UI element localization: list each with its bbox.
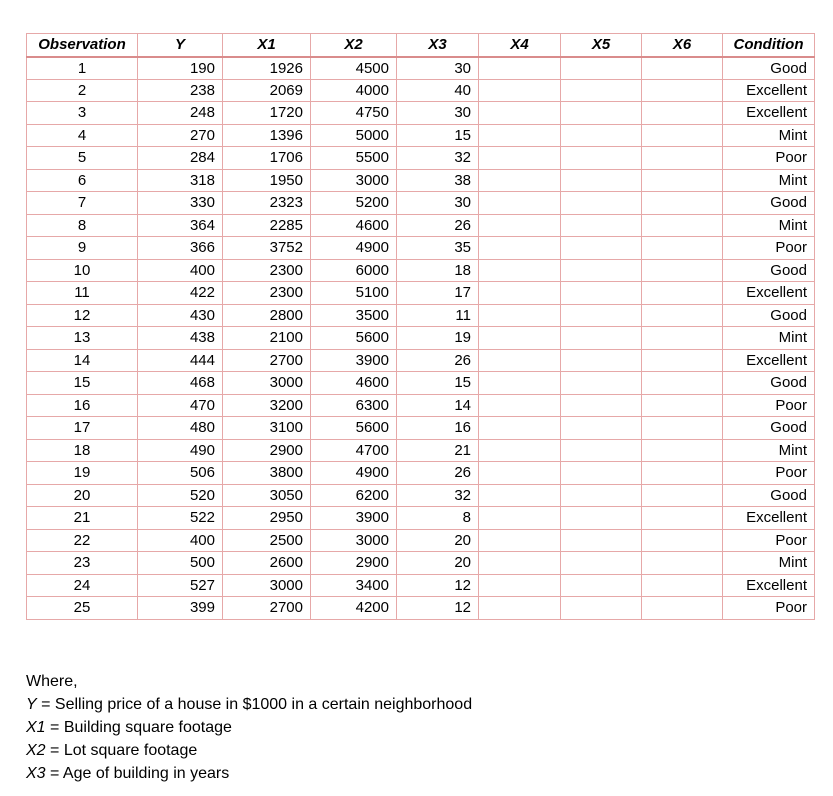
cell-observation: 15 [27,372,138,395]
cell-x1: 2100 [223,327,311,350]
cell-observation: 1 [27,57,138,80]
cell-x1: 3100 [223,417,311,440]
table-row [27,79,815,102]
cell-x5 [561,597,642,620]
cell-condition: Excellent [723,102,815,125]
cell-x1: 2500 [223,529,311,552]
cell-y: 366 [138,237,223,260]
cell-y: 490 [138,439,223,462]
cell-x4 [479,57,561,80]
table-row [27,394,815,417]
cell-x5 [561,57,642,80]
table-row [27,597,815,620]
cell-x5 [561,169,642,192]
cell-x5 [561,372,642,395]
cell-x6 [642,192,723,215]
cell-x5 [561,574,642,597]
cell-x1: 3752 [223,237,311,260]
cell-x2: 4500 [311,57,397,80]
definition-x3 [26,762,472,785]
cell-x3: 30 [397,102,479,125]
cell-x5 [561,462,642,485]
cell-y: 248 [138,102,223,125]
cell-x1: 1950 [223,169,311,192]
table-row [27,192,815,215]
cell-y: 522 [138,507,223,530]
definition-y [26,693,472,716]
table-row [27,237,815,260]
table-row [27,124,815,147]
cell-x1: 2285 [223,214,311,237]
variable-name: Y [26,696,37,713]
cell-x4 [479,484,561,507]
table-row [27,259,815,282]
cell-x4 [479,552,561,575]
cell-y: 520 [138,484,223,507]
cell-x3: 19 [397,327,479,350]
cell-x5 [561,439,642,462]
cell-x6 [642,304,723,327]
cell-x2: 4600 [311,214,397,237]
cell-y: 364 [138,214,223,237]
cell-x6 [642,237,723,260]
cell-x3: 15 [397,372,479,395]
cell-x3: 38 [397,169,479,192]
cell-x5 [561,282,642,305]
cell-y: 470 [138,394,223,417]
cell-x2: 6000 [311,259,397,282]
variable-definitions [26,670,472,785]
cell-x3: 8 [397,507,479,530]
cell-x3: 16 [397,417,479,440]
cell-x3: 26 [397,462,479,485]
cell-observation: 5 [27,147,138,170]
cell-x6 [642,529,723,552]
cell-x3: 32 [397,147,479,170]
cell-y: 400 [138,259,223,282]
cell-x5 [561,102,642,125]
cell-observation: 7 [27,192,138,215]
column-header-observation: Observation [27,34,138,57]
cell-x2: 4750 [311,102,397,125]
table-row [27,507,815,530]
cell-condition: Poor [723,597,815,620]
cell-x2: 5200 [311,192,397,215]
notes-intro: Where, [26,673,78,690]
table-body [27,57,815,620]
cell-observation: 25 [27,597,138,620]
cell-x5 [561,259,642,282]
table-row [27,439,815,462]
cell-x6 [642,169,723,192]
cell-x3: 21 [397,439,479,462]
cell-x3: 12 [397,574,479,597]
cell-x4 [479,124,561,147]
cell-condition: Excellent [723,282,815,305]
cell-observation: 6 [27,169,138,192]
cell-x2: 3000 [311,529,397,552]
cell-x3: 18 [397,259,479,282]
cell-x4 [479,394,561,417]
cell-condition: Good [723,372,815,395]
cell-y: 500 [138,552,223,575]
table-row [27,484,815,507]
cell-x2: 3000 [311,169,397,192]
cell-x6 [642,327,723,350]
cell-x1: 2700 [223,597,311,620]
cell-x4 [479,79,561,102]
cell-y: 399 [138,597,223,620]
column-header-y: Y [138,34,223,57]
cell-x6 [642,79,723,102]
cell-x4 [479,214,561,237]
cell-x5 [561,349,642,372]
cell-x6 [642,147,723,170]
column-header-x6: X6 [642,34,723,57]
table-row [27,349,815,372]
cell-observation: 24 [27,574,138,597]
cell-x2: 5600 [311,327,397,350]
cell-x4 [479,574,561,597]
cell-y: 400 [138,529,223,552]
cell-y: 480 [138,417,223,440]
cell-condition: Good [723,57,815,80]
cell-x6 [642,574,723,597]
cell-x4 [479,439,561,462]
definition-x1 [26,716,472,739]
cell-observation: 8 [27,214,138,237]
table-row [27,574,815,597]
cell-x1: 2323 [223,192,311,215]
cell-x3: 15 [397,124,479,147]
cell-x5 [561,484,642,507]
variable-name: X2 [26,742,46,759]
cell-x2: 3400 [311,574,397,597]
definition-text: = Age of building in years [45,765,230,782]
cell-x5 [561,507,642,530]
cell-x6 [642,372,723,395]
cell-x4 [479,192,561,215]
cell-x6 [642,124,723,147]
cell-x3: 30 [397,192,479,215]
cell-x4 [479,259,561,282]
cell-x5 [561,192,642,215]
column-header-x2: X2 [311,34,397,57]
cell-condition: Good [723,417,815,440]
cell-x1: 3000 [223,574,311,597]
cell-x3: 14 [397,394,479,417]
cell-x6 [642,57,723,80]
cell-y: 527 [138,574,223,597]
cell-observation: 20 [27,484,138,507]
cell-x3: 20 [397,529,479,552]
cell-condition: Excellent [723,507,815,530]
table-row [27,57,815,80]
table-row [27,417,815,440]
cell-y: 444 [138,349,223,372]
cell-x3: 32 [397,484,479,507]
cell-observation: 2 [27,79,138,102]
cell-x1: 2300 [223,282,311,305]
cell-observation: 4 [27,124,138,147]
cell-x1: 2300 [223,259,311,282]
cell-x2: 4700 [311,439,397,462]
cell-x3: 26 [397,349,479,372]
cell-x1: 1396 [223,124,311,147]
cell-x5 [561,417,642,440]
cell-observation: 12 [27,304,138,327]
cell-y: 318 [138,169,223,192]
cell-x4 [479,169,561,192]
cell-x1: 2950 [223,507,311,530]
cell-observation: 23 [27,552,138,575]
cell-x2: 4600 [311,372,397,395]
cell-x1: 2700 [223,349,311,372]
cell-x6 [642,552,723,575]
column-header-x5: X5 [561,34,642,57]
cell-x1: 1706 [223,147,311,170]
cell-x3: 26 [397,214,479,237]
table-row [27,102,815,125]
cell-x6 [642,214,723,237]
cell-x1: 3800 [223,462,311,485]
cell-x2: 3900 [311,507,397,530]
table-row [27,169,815,192]
cell-x2: 3900 [311,349,397,372]
cell-x5 [561,304,642,327]
cell-observation: 18 [27,439,138,462]
cell-x2: 6300 [311,394,397,417]
cell-y: 284 [138,147,223,170]
cell-y: 468 [138,372,223,395]
cell-x5 [561,529,642,552]
cell-x5 [561,79,642,102]
cell-x6 [642,259,723,282]
cell-x6 [642,597,723,620]
cell-condition: Mint [723,327,815,350]
table-row [27,529,815,552]
cell-condition: Mint [723,124,815,147]
cell-observation: 11 [27,282,138,305]
cell-x5 [561,394,642,417]
cell-condition: Mint [723,439,815,462]
cell-x4 [479,597,561,620]
cell-y: 330 [138,192,223,215]
cell-x4 [479,349,561,372]
cell-x3: 35 [397,237,479,260]
cell-x4 [479,462,561,485]
cell-condition: Mint [723,552,815,575]
cell-observation: 21 [27,507,138,530]
cell-x6 [642,484,723,507]
table-row [27,327,815,350]
cell-observation: 13 [27,327,138,350]
cell-x6 [642,394,723,417]
cell-condition: Good [723,259,815,282]
cell-x5 [561,552,642,575]
cell-x1: 3050 [223,484,311,507]
cell-condition: Poor [723,462,815,485]
variable-name: X3 [26,765,46,782]
cell-x6 [642,507,723,530]
cell-x1: 3000 [223,372,311,395]
cell-x4 [479,507,561,530]
cell-x1: 2069 [223,79,311,102]
cell-y: 238 [138,79,223,102]
cell-x5 [561,214,642,237]
cell-x2: 2900 [311,552,397,575]
cell-x6 [642,102,723,125]
cell-x2: 5500 [311,147,397,170]
cell-x6 [642,282,723,305]
cell-x3: 20 [397,552,479,575]
cell-condition: Poor [723,529,815,552]
cell-x4 [479,147,561,170]
cell-observation: 10 [27,259,138,282]
cell-x2: 6200 [311,484,397,507]
cell-x2: 5600 [311,417,397,440]
cell-x2: 5100 [311,282,397,305]
cell-condition: Good [723,484,815,507]
cell-x6 [642,417,723,440]
cell-x5 [561,327,642,350]
cell-y: 190 [138,57,223,80]
cell-x2: 5000 [311,124,397,147]
cell-x3: 17 [397,282,479,305]
cell-x2: 4200 [311,597,397,620]
cell-x1: 1720 [223,102,311,125]
cell-x3: 12 [397,597,479,620]
column-header-x4: X4 [479,34,561,57]
cell-x3: 11 [397,304,479,327]
cell-observation: 17 [27,417,138,440]
table-row [27,372,815,395]
cell-x1: 1926 [223,57,311,80]
cell-x6 [642,349,723,372]
cell-y: 506 [138,462,223,485]
table-row [27,214,815,237]
table-row [27,147,815,170]
cell-condition: Good [723,304,815,327]
cell-condition: Excellent [723,349,815,372]
cell-x4 [479,372,561,395]
cell-x2: 4900 [311,462,397,485]
cell-observation: 3 [27,102,138,125]
cell-x2: 4000 [311,79,397,102]
cell-x4 [479,417,561,440]
cell-x3: 40 [397,79,479,102]
table-row [27,282,815,305]
definition-text: = Selling price of a house in $1000 in a certain neighborhood [36,696,473,713]
cell-x1: 2900 [223,439,311,462]
cell-observation: 14 [27,349,138,372]
cell-observation: 9 [27,237,138,260]
table-row [27,552,815,575]
column-header-x3: X3 [397,34,479,57]
cell-x5 [561,147,642,170]
cell-condition: Mint [723,169,815,192]
cell-y: 430 [138,304,223,327]
cell-x4 [479,237,561,260]
column-header-x1: X1 [223,34,311,57]
cell-observation: 22 [27,529,138,552]
cell-x3: 30 [397,57,479,80]
cell-condition: Excellent [723,574,815,597]
table-row [27,462,815,485]
cell-y: 422 [138,282,223,305]
cell-condition: Good [723,192,815,215]
definition-text: = Building square footage [45,719,232,736]
header-row [27,34,815,57]
cell-x4 [479,282,561,305]
definition-text: = Lot square footage [45,742,198,759]
cell-x2: 3500 [311,304,397,327]
variable-name: X1 [26,719,46,736]
definition-x2 [26,739,472,762]
cell-x4 [479,102,561,125]
cell-x4 [479,529,561,552]
cell-observation: 19 [27,462,138,485]
cell-condition: Mint [723,214,815,237]
column-header-condition: Condition [723,34,815,57]
cell-x2: 4900 [311,237,397,260]
cell-condition: Poor [723,237,815,260]
data-table [26,33,815,620]
cell-y: 438 [138,327,223,350]
cell-condition: Poor [723,147,815,170]
cell-condition: Poor [723,394,815,417]
cell-condition: Excellent [723,79,815,102]
cell-observation: 16 [27,394,138,417]
cell-x4 [479,327,561,350]
cell-x5 [561,124,642,147]
cell-x1: 2800 [223,304,311,327]
cell-x1: 2600 [223,552,311,575]
cell-x6 [642,462,723,485]
cell-y: 270 [138,124,223,147]
table-row [27,304,815,327]
cell-x4 [479,304,561,327]
cell-x1: 3200 [223,394,311,417]
cell-x6 [642,439,723,462]
cell-x5 [561,237,642,260]
